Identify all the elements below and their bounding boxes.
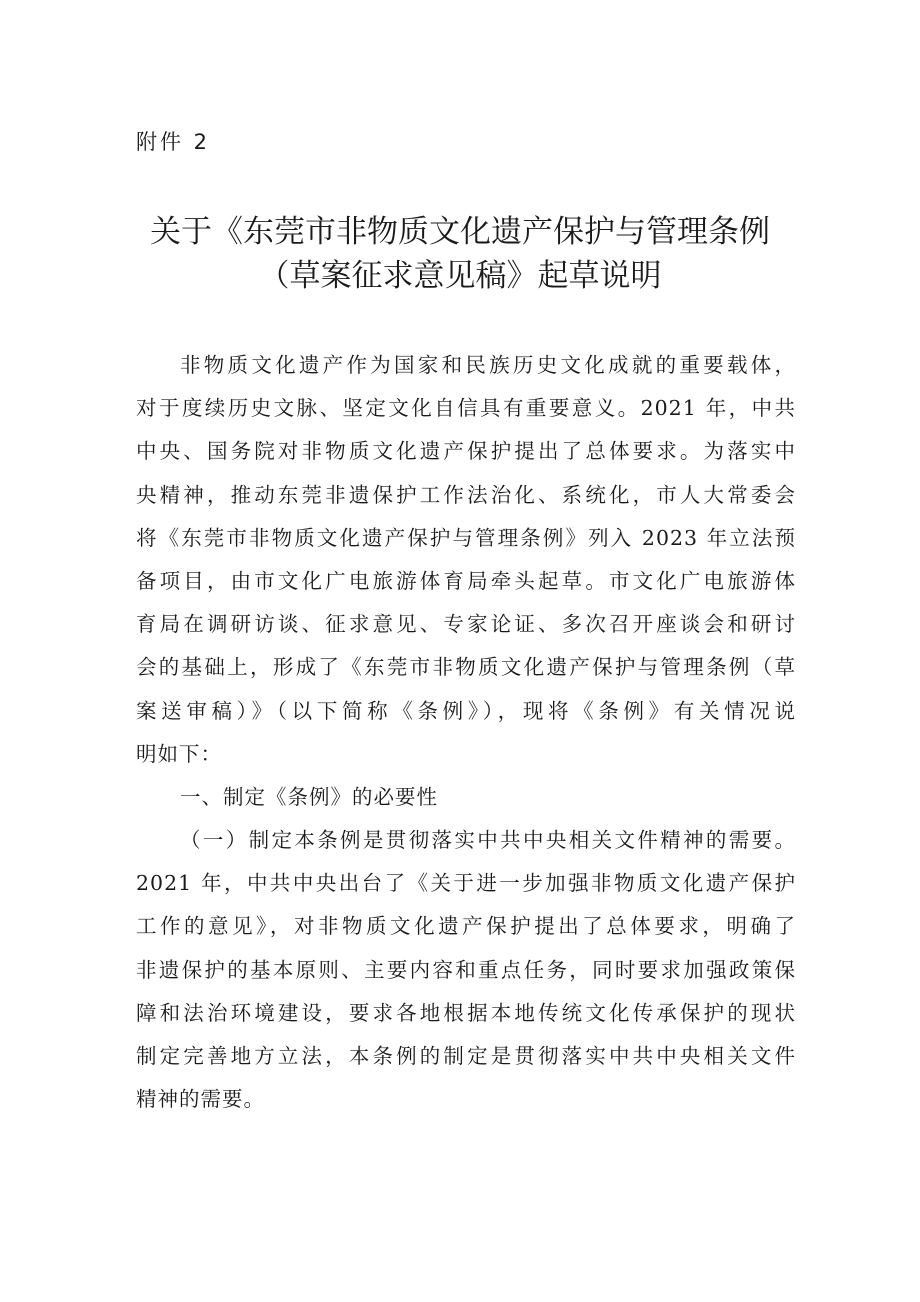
text-line: 精神的需要。 [136, 1087, 265, 1112]
text-line: （一）制定本条例是贯彻落实中共中央相关文件精神的需要。 [180, 828, 796, 853]
document-title-line-2: （草案征求意见稿》起草说明 [258, 258, 662, 294]
text-line: 障和法治环境建设，要求各地根据本地传统文化传承保护的现状 [136, 1000, 796, 1025]
paragraph-intro [136, 344, 796, 776]
paragraph-necessity-1 [136, 819, 796, 1121]
document-body [136, 344, 796, 1121]
text-line: 非遗保护的基本原则、主要内容和重点任务，同时要求加强政策保 [136, 957, 796, 982]
document-title-line-1: 关于《东莞市非物质文化遗产保护与管理条例 [150, 214, 770, 250]
text-line: 会的基础上，形成了《东莞市非物质文化遗产保护与管理条例（草 [136, 655, 796, 680]
text-line: 制定完善地方立法，本条例的制定是贯彻落实中共中央相关文件 [136, 1044, 796, 1068]
text-line: 明如下： [136, 741, 222, 766]
text-line: 对于度续历史文脉、坚定文化自信具有重要意义。2021 年，中共 [136, 396, 796, 421]
section-heading-necessity: 一、制定《条例》的必要性 [180, 784, 438, 809]
text-line: 非物质文化遗产作为国家和民族历史文化成就的重要载体， [180, 353, 796, 377]
text-line: 育局在调研访谈、征求意见、专家论证、多次召开座谈会和研讨 [136, 612, 796, 637]
text-line: 央精神，推动东莞非遗保护工作法治化、系统化，市人大常委会 [136, 482, 796, 507]
attachment-label: 附件 2 [136, 130, 211, 154]
text-line: 备项目，由市文化广电旅游体育局牵头起草。市文化广电旅游体 [136, 568, 796, 593]
text-line: 工作的意见》，对非物质文化遗产保护提出了总体要求，明确了 [136, 914, 796, 939]
text-line: 将《东莞市非物质文化遗产保护与管理条例》列入 2023 年立法预 [136, 525, 796, 550]
text-line: 2021 年，中共中央出台了《关于进一步加强非物质文化遗产保护 [136, 871, 796, 896]
text-line: 案送审稿）》（以下简称《条例》），现将《条例》有关情况说 [136, 698, 796, 723]
text-line: 中央、国务院对非物质文化遗产保护提出了总体要求。为落实中 [136, 439, 796, 464]
